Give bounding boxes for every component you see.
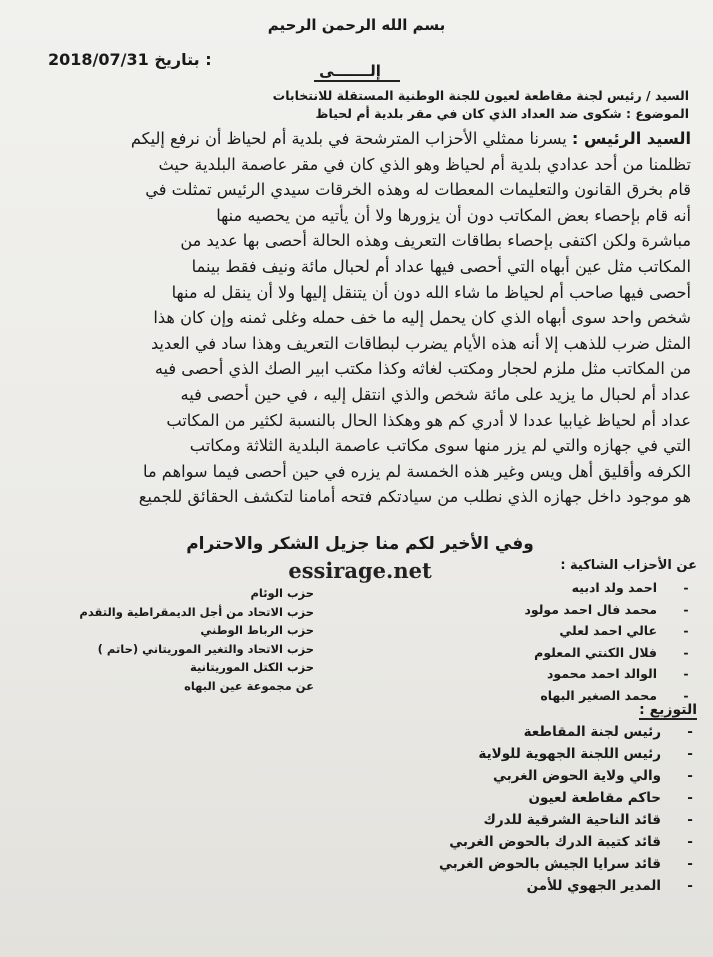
dash-bullet: - bbox=[683, 580, 689, 595]
basmala: بسم الله الرحمن الرحيم bbox=[267, 16, 446, 34]
party-item: عن مجموعة عين البهاه bbox=[184, 678, 314, 693]
body-line: تظلمنا من أحد عدادي بلدية أم لحياظ وهو الذي كان في مقر عاصمة البلدية حيث bbox=[158, 154, 691, 174]
date-value: 2018/07/31 bbox=[48, 50, 149, 69]
body-line: المكاتب مثل عين أبهاه التي أحصى فيها عداد أم لحبال مائة ونيف فقط بينما bbox=[191, 256, 691, 276]
dash-bullet: - bbox=[683, 601, 689, 617]
body-line: الكرفه وأقليق أهل ويس وغير هذه الخمسة لم يزره في حين أحصى فيما سواهم ما bbox=[143, 461, 691, 481]
subject-line: الموضوع : شكوى ضد العداد الذي كان في مقر بلدية أم لحياظ bbox=[315, 106, 689, 121]
body-line: من المكاتب مثل ملزم لحجار ومكتب لغاثه وكذا مكتب ابير الصك الذي أحصى فيه bbox=[154, 359, 691, 379]
body-line: قام بخرق القانون والتعليمات المعطات له وهذه الخرقات سيدي الرئيس تمثلت في bbox=[145, 180, 691, 200]
body-line: عداد أم لحياظ غيابيا عددا لا أدري كم هو وهكذا الحال بالنسبة لكثير من المكاتب bbox=[166, 410, 691, 430]
closing-line: وفي الأخير لكم منا جزيل الشكر والاحترام bbox=[186, 534, 534, 554]
list-item: -والي ولاية الحوض الغربي bbox=[281, 768, 701, 790]
party-item: حزب الاتحاد والتغير الموريتاني (حاتم ) bbox=[97, 641, 314, 656]
list-item: -محمد الصغير البهاه bbox=[467, 688, 697, 710]
distribution-title: التوزيع : bbox=[639, 702, 697, 718]
dash-bullet: - bbox=[687, 768, 693, 784]
list-item: -الوالد احمد محمود bbox=[467, 666, 697, 688]
body-line: التي في جهازه والتي لم يزر منها سوى مكاتب عاصمة البلدية الثلاثة ومكاتب bbox=[189, 436, 691, 456]
list-item: -رئيس لجنة المقاطعة bbox=[281, 724, 701, 746]
list-item: -حاكم مقاطعة لعيون bbox=[281, 790, 701, 812]
complainants-title: عن الأحزاب الشاكية : bbox=[560, 558, 697, 573]
dash-bullet: - bbox=[687, 856, 693, 872]
letter-body bbox=[15, 126, 691, 510]
dash-bullet: - bbox=[683, 687, 689, 703]
body-line: أحصى فيها صاحب أم لحياظ ما شاء الله دون أن يتنقل إليها ولا أن ينقل له منها bbox=[171, 282, 691, 302]
list-item: -المدير الجهوي للأمن bbox=[281, 878, 701, 900]
body-line: شخص واحد سوى أبهاه الذي كان يحمل إليه ما خف حمله وغلى ثمنه وإن كان هذا bbox=[153, 308, 691, 328]
salutation: السيد الرئيس : bbox=[571, 129, 691, 148]
body-line: السيد الرئيس : يسرنا ممثلي الأحزاب المترشحة في بلدية أم لحياظ أن نرفع إليكم bbox=[130, 129, 691, 148]
dash-bullet: - bbox=[687, 834, 693, 850]
to-label: إلـــــــى bbox=[319, 62, 381, 80]
party-list bbox=[24, 584, 314, 695]
dash-bullet: - bbox=[683, 623, 689, 638]
to-underline bbox=[314, 80, 400, 82]
recipient-line: السيد / رئيس لجنة مقاطعة لعيون للجنة الوطنية المستقلة للانتخابات bbox=[272, 88, 689, 103]
party-item: حزب الرباط الوطني bbox=[200, 623, 314, 637]
party-item: حزب الكتل الموريتانية bbox=[189, 660, 314, 674]
date-line bbox=[48, 50, 288, 69]
dash-bullet: - bbox=[683, 666, 689, 681]
signatory-list bbox=[467, 580, 697, 709]
date-label: بتاريخ : bbox=[154, 50, 212, 69]
list-item: -قائد كتيبة الدرك بالحوض الغربي bbox=[281, 834, 701, 856]
list-item: -فلال الكنتي المعلوم bbox=[467, 645, 697, 667]
dash-bullet: - bbox=[687, 724, 693, 740]
dash-bullet: - bbox=[687, 790, 693, 806]
list-item: -احمد ولد ادبيه bbox=[467, 580, 697, 602]
list-item: -قائد سرايا الجيش بالحوض الغربي bbox=[281, 856, 701, 878]
distribution-list bbox=[281, 724, 701, 900]
list-item: -قائد الناحية الشرقية للدرك bbox=[281, 812, 701, 834]
body-line: أنه قام بإحصاء بعض المكاتب دون أن يزورها ولا أن يأتيه من يحصيه منها bbox=[216, 205, 691, 225]
dash-bullet: - bbox=[687, 878, 693, 894]
party-item: حزب الاتحاد من أجل الديمقراطية والتقدم bbox=[79, 604, 314, 619]
body-line: هو موجود داخل جهازه الذي نطلب من سيادتكم فتحه أمامنا لتكشف الحقائق للجميع bbox=[138, 487, 691, 507]
dash-bullet: - bbox=[687, 812, 693, 828]
watermark: essirage.net bbox=[288, 558, 432, 583]
party-item: حزب الوئام bbox=[250, 586, 314, 600]
list-item: -عالي احمد لعلي bbox=[467, 623, 697, 645]
list-item: -محمد فال احمد مولود bbox=[467, 602, 697, 624]
list-item: -رئيس اللجنة الجهوية للولاية bbox=[281, 746, 701, 768]
body-line: المثل ضرب للذهب إلا أنه هذه الأيام يضرب لبطاقات التعريف وهذا ساد في العديد bbox=[150, 333, 691, 353]
dash-bullet: - bbox=[683, 644, 689, 660]
body-line: مباشرة ولكن اكتفى بإحصاء بطاقات التعريف وهذه الحالة أحصى بها عديد من bbox=[180, 231, 691, 251]
body-line: عداد أم لحبال ما يزيد على مائة شخص والذي انتقل إليه ، في حين أحصى فيه bbox=[180, 384, 691, 404]
dash-bullet: - bbox=[687, 746, 693, 762]
